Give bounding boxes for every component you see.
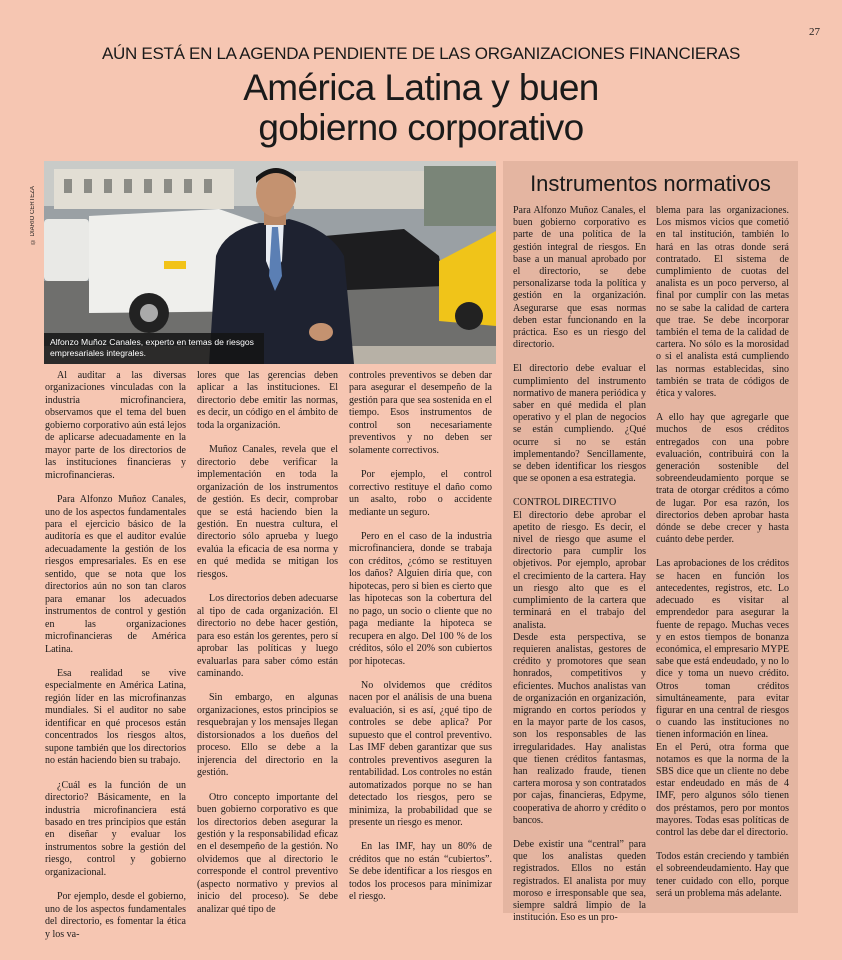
paragraph: En las IMF, hay un 80% de créditos que no están “cubiertos”. Se debe identificar a los riesgos en todos los procesos para minimizar el riesgo.: [349, 841, 492, 903]
paragraph: Muñoz Canales, revela que el directorio debe verificar la implementación en toda la organización de los instrumentos de gestión. Es decir, comprobar que se está haciendo bien la gestión. En nuestra cultura, el directorio sólo aprueba y luego evalúa la eficacia de esa norma y en qué medida se mitigan los riesgos.: [197, 444, 338, 580]
paragraph: lores que las gerencias deben aplicar a las instituciones. El directorio debe emitir las normas, es decir, un código en el ámbito de toda la organización.: [197, 370, 338, 431]
paragraph: Esa realidad se vive especialmente en América Latina, región líder en las microfinanzas mundiales. Si el auditor no sabe identificar en qué procesos están concentrados los riesgos altos, supone también que los directorios no están haciendo bien su trabajo.: [45, 667, 186, 767]
paragraph: ¿Cuál es la función de un directorio? Básicamente, en la industria microfinanciera está basado en tres principios que están en diseñar y evaluar los instrumentos sobre la gestión del riesgo, control y gobierno organizacional.: [45, 779, 186, 878]
paragraph: El directorio debe aprobar el apetito de riesgo. Es decir, el nivel de riesgo que asume el directorio para cumplir los objetivos. Por ejemplo, aprobar el crecimiento de la cartera. Hay un riesgo alto que es el cumplimiento de la cartera que terminará en el trabajo del analista. Desde esta perspectiva, se requieren analistas, gestores de crédito y promotores que sean honrados, competitivos y eficientes. Muchos analistas van de organización en organización, migrando en cortos períodos y en la mayor parte de los casos, son los responsables de las irregularidades. Hay analistas que tienen créditos fantasmas, han realizado fraude, tienen cartera morosa y son contratados por cajas, financieras, Edpyme, cooperativa de ahorro y crédito o bancos.: [513, 509, 646, 826]
paragraph: Sin embargo, en algunas organizaciones, estos principios se resquebrajan y los mensajes llegan distorsionados a los dueños del proceso. Ello se debe a la injerencia del directorio en la gestión.: [197, 692, 338, 779]
sidebar-column-2: [656, 205, 789, 912]
paragraph: Otro concepto importante del buen gobierno corporativo es que los directorios deben asegurar la gestión y la responsabilidad eficaz en el desempeño de la gestión. No olvidemos que al directorio le corresponde el control preventivo (aspecto normativo y previos al inicio del proceso). Se debe analizar qué tipo de: [197, 791, 338, 915]
paragraph: Al auditar a las diversas organizaciones vinculadas con la industria microfinanciera, observamos que el tema del buen gobierno corporativo aún está lejos de aplicarse adecuadamente en la mayor parte de los directorios de las instituciones financieras y microfinancieras.: [45, 370, 186, 481]
photo-credit: © DIARIO CERTEZA: [30, 186, 36, 244]
paragraph: Por ejemplo, desde el gobierno, uno de los aspectos fundamentales del directorio, es fomentar la ética y los va-: [45, 891, 186, 940]
photo-caption: Alfonzo Muñoz Canales, experto en temas de riesgos empresariales integrales.: [44, 333, 264, 364]
sidebar-box: [503, 161, 798, 924]
sidebar-column-1: [513, 205, 646, 936]
headline-line-2: gobierno corporativo: [258, 107, 584, 148]
paragraph: El directorio debe evaluar el cumplimiento del instrumento normativo de manera periódica y saber en qué medida el plan operativo y el plan de negocios se están cumpliendo. ¿Qué ocurre si no se están implementando? Sencillamente, se deben identificar los riesgos que se oponen a esa estrategia.: [513, 363, 646, 485]
paragraph: Para Alfonzo Muñoz Canales, uno de los aspectos fundamentales para el ejercicio básico de la auditoría es que el auditor evalúe adecuadamente la gestión de los riesgos empresariales. Es en ese sentido, que se nota que los directorios aún no son tan claros para emanar los adecuados instrumentos de control y gestión en las organizaciones microfinancieras de América Latina.: [45, 494, 186, 655]
paragraph: controles preventivos se deben dar para asegurar el desempeño de la gestión para que sea sostenida en el tiempo. Esos instrumentos de control son necesariamente preventivos y no deben ser solamente correctivos.: [349, 370, 492, 456]
headline-line-1: América Latina y buen: [243, 67, 599, 108]
paragraph: Todos están creciendo y también el sobreendeudamiento. Hay que tener cuidado con ello, porque será un problema más adelante.: [656, 851, 789, 899]
paragraph: Las aprobaciones de los créditos se hacen en función los antecedentes, registros, etc. Lo adecuado es visitar al emprendedor para asegurar la fuente de repago. Muchas veces y en estos tiempos de bonanza económica, el empresario MYPE sabe que está endeudado, y no lo dice y toma un nuevo crédito. Otros toman créditos simultáneamente, para evitar figurar en una central de riesgos o cuando las instituciones no tienen información en línea. En el Perú, otra forma que notamos es que la norma de la SBS dice que un cliente no debe estar endeudado en más de 4 IMF, pero algunos sólo tienen dos préstamos, pero por montos mayores. Todas esas políticas de control las debe dar el directorio.: [656, 558, 789, 838]
paragraph: No olvidemos que créditos nacen por el análisis de una buena evaluación, si es así, ¿qué tipo de controles se debe aplica? Por supuesto que el control preventivo. Las IMF deben garantizar que sus controles preventivos aseguren la rentabilidad. Los controles no están automatizados porque no se han detectado los riesgos, pero se minimiza, la probabilidad que se presente un riesgo es menor.: [349, 679, 492, 828]
sidebar-title: Instrumentos normativos: [530, 171, 771, 196]
article-column-3: [349, 370, 492, 916]
paragraph: Pero en el caso de la industria microfinanciera, donde se trabaja con créditos, ¿cómo se restituyen los daños? Alguien diría que, con hipotecas, pero si bien es cierto que las hipotecas son la cobertura del no pago, un socio o cliente que no paga mediante la hipoteca se recupera en algo. Del 100 % de los créditos, sólo el 20% son cubiertos por hipotecas.: [349, 530, 492, 667]
article-photo: [44, 161, 496, 364]
article-column-2: [197, 370, 338, 928]
paragraph: Debe existir una “central” para que los analistas queden registrados. Ellos no están registrados. El analista por muy moroso e irresponsable que sea, siempre saldrá limpio de la institución. Eso es un pro-: [513, 838, 646, 924]
sidebar-subhead: CONTROL DIRECTIVO: [513, 497, 617, 509]
paragraph: A ello hay que agregarle que muchos de esos créditos entregados con una pobre evaluación, contribuirá con la generación sostenible del sobreendeudamiento porque se trata de otorgar créditos a cómo de lugar. Por esa razón, los directorios deben aprobar hasta dónde se debe crecer y hasta cuánto debe perder.: [656, 412, 789, 546]
paragraph: Por ejemplo, el control correctivo restituye el daño como un asalto, robo o accidente mediante un seguro.: [349, 469, 492, 518]
article-column-1: [45, 370, 186, 953]
article-kicker: AÚN ESTÁ EN LA AGENDA PENDIENTE DE LAS ORGANIZACIONES FINANCIERAS: [102, 44, 740, 63]
paragraph: Los directorios deben adecuarse al tipo de cada organización. El directorio no debe hacer gestión, para eso están los gerentes, pero sí aprobar las políticas y luego evaluarlas para saber cómo están caminando.: [197, 593, 338, 679]
page-number: 27: [809, 26, 820, 38]
paragraph: blema para las organizaciones. Los mismos vicios que cometió en tal institución, también lo hará en las otras donde será contratado. El sistema de cumplimiento de cuotas del analista es un poco perverso, al final por cumplir con las metas no se sabe la calidad de cartera que trae. Se debe incorporar también el tema de la calidad de cartera. No sólo es la morosidad o si el analista está cumpliendo las normas establecidas, sino también se trata de códigos de ética y valores.: [656, 205, 789, 400]
paragraph: Para Alfonzo Muñoz Canales, el buen gobierno corporativo es parte de una política de la gestión integral de riesgos. En base a un manual aprobado por el directorio, se debe personalizarse toda la política y gestión en la organización. Asegurarse que esas normas deben estar funcionando en la práctica. Eso es un riesgo del directorio.: [513, 205, 646, 351]
article-headline: [0, 68, 842, 148]
